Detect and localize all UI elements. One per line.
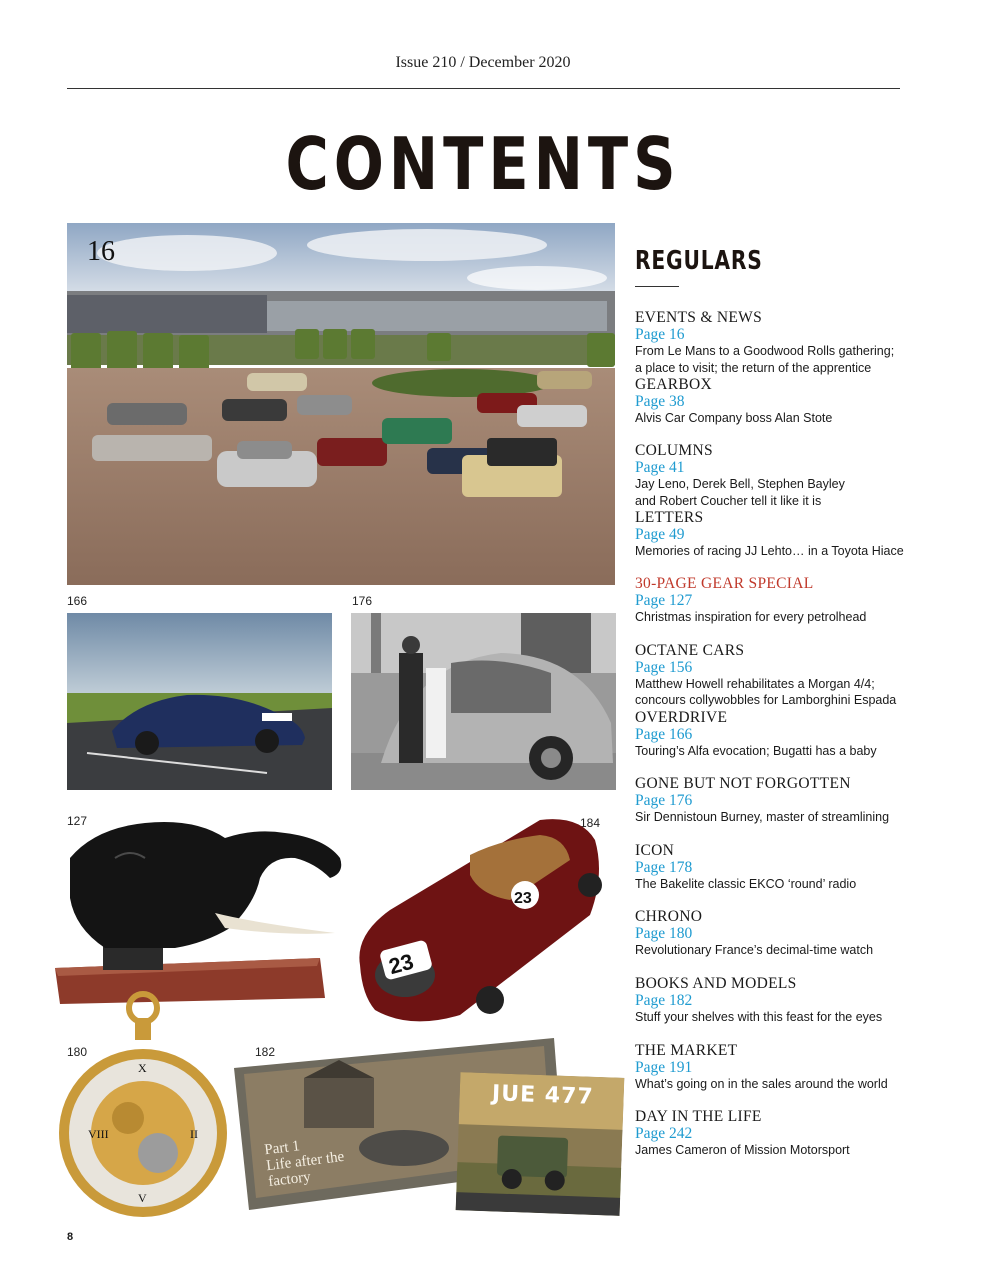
page-folio: 8 bbox=[67, 1231, 74, 1243]
svg-text:23: 23 bbox=[386, 948, 417, 980]
entry-description: a place to visit; the return of the apprentice bbox=[635, 360, 872, 375]
entry-description: Revolutionary France’s decimal-time watch bbox=[635, 943, 874, 958]
photo-porsche bbox=[67, 613, 332, 790]
entry-description: The Bakelite classic EKCO ‘round’ radio bbox=[635, 876, 857, 891]
entry-page-link[interactable]: Page 176 bbox=[635, 792, 693, 810]
issue-line: Issue 210 / December 2020 bbox=[395, 54, 571, 71]
page-title: CONTENTS bbox=[285, 122, 681, 206]
entry-description: and Robert Coucher tell it like it is bbox=[635, 493, 822, 508]
regulars-entry[interactable] bbox=[635, 975, 935, 1042]
photo-label-182: 182 bbox=[255, 1045, 276, 1059]
entry-page-link[interactable]: Page 166 bbox=[635, 725, 693, 743]
regulars-entry[interactable] bbox=[635, 1108, 935, 1175]
regulars-entry[interactable] bbox=[635, 842, 935, 909]
svg-text:23: 23 bbox=[514, 890, 532, 907]
entry-heading: 30-PAGE GEAR SPECIAL bbox=[635, 575, 814, 593]
photo-elephant-sculpture bbox=[55, 818, 355, 1004]
entry-page-link[interactable]: Page 182 bbox=[635, 991, 693, 1009]
entry-page-link[interactable]: Page 38 bbox=[635, 392, 685, 410]
photo-label-166: 166 bbox=[67, 594, 88, 608]
regulars-entry[interactable] bbox=[635, 709, 935, 776]
photo-label-184: 184 bbox=[580, 816, 601, 830]
entry-description: Alvis Car Company boss Alan Stote bbox=[635, 410, 833, 425]
header-rule bbox=[67, 88, 900, 89]
entry-description: Jay Leno, Derek Bell, Stephen Bayley bbox=[635, 477, 845, 492]
regulars-section bbox=[635, 246, 935, 1175]
entry-heading: OCTANE CARS bbox=[635, 641, 745, 659]
entry-heading: ICON bbox=[635, 841, 675, 859]
entry-heading: COLUMNS bbox=[635, 442, 713, 460]
photo-pocket-watch bbox=[58, 988, 228, 1223]
entry-description: Stuff your shelves with this feast for the eyes bbox=[635, 1009, 883, 1024]
entry-heading: DAY IN THE LIFE bbox=[635, 1108, 762, 1126]
entry-heading: BOOKS AND MODELS bbox=[635, 974, 797, 992]
entry-description: From Le Mans to a Goodwood Rolls gathering; bbox=[635, 344, 895, 358]
entry-page-link[interactable]: Page 16 bbox=[635, 326, 685, 343]
entry-heading: LETTERS bbox=[635, 508, 704, 526]
entry-heading: GONE BUT NOT FORGOTTEN bbox=[635, 775, 851, 793]
entry-description: Memories of racing JJ Lehto… in a Toyota Hiace bbox=[635, 543, 904, 558]
entry-description: Matthew Howell rehabilitates a Morgan 4/4; bbox=[635, 676, 875, 691]
svg-text:VIII: VIII bbox=[88, 1127, 109, 1141]
entry-page-link[interactable]: Page 191 bbox=[635, 1058, 693, 1076]
regulars-entry[interactable] bbox=[635, 642, 935, 709]
entry-heading: THE MARKET bbox=[635, 1041, 738, 1059]
entry-page-link[interactable]: Page 156 bbox=[635, 658, 693, 676]
regulars-entry[interactable] bbox=[635, 309, 935, 376]
regulars-title: REGULARS bbox=[635, 246, 763, 276]
photo-label-180: 180 bbox=[67, 1045, 88, 1059]
entry-heading: CHRONO bbox=[635, 908, 703, 926]
photo-ferrari-model bbox=[350, 815, 605, 1030]
regulars-entry[interactable] bbox=[635, 575, 935, 642]
svg-text:V: V bbox=[138, 1191, 147, 1205]
regulars-entry[interactable] bbox=[635, 1042, 935, 1109]
entry-page-link[interactable]: Page 49 bbox=[635, 525, 685, 543]
regulars-rule bbox=[635, 286, 679, 287]
entry-page-link[interactable]: Page 41 bbox=[635, 459, 685, 477]
book-title: JUE 477 bbox=[491, 1081, 595, 1110]
regulars-entry[interactable] bbox=[635, 908, 935, 975]
svg-text:X: X bbox=[138, 1061, 147, 1075]
regulars-entry[interactable] bbox=[635, 775, 935, 842]
entry-heading: OVERDRIVE bbox=[635, 708, 728, 726]
photo-burney-streamliner bbox=[351, 613, 616, 790]
entry-page-link[interactable]: Page 180 bbox=[635, 925, 693, 943]
regulars-entry[interactable] bbox=[635, 509, 935, 576]
entry-description: What’s going on in the sales around the world bbox=[635, 1076, 888, 1091]
entry-description: Sir Dennistoun Burney, master of streamlining bbox=[635, 810, 890, 825]
entry-page-link[interactable]: Page 127 bbox=[635, 592, 693, 610]
entry-heading: EVENTS & NEWS bbox=[635, 309, 763, 326]
regulars-entry[interactable] bbox=[635, 442, 935, 509]
entry-description: Touring’s Alfa evocation; Bugatti has a baby bbox=[635, 743, 877, 758]
svg-text:II: II bbox=[190, 1127, 198, 1141]
photo-rolls-gathering bbox=[67, 223, 615, 585]
photo-label-176: 176 bbox=[352, 594, 373, 608]
entry-page-link[interactable]: Page 242 bbox=[635, 1125, 693, 1143]
entry-description: concours collywobbles for Lamborghini Espada bbox=[635, 693, 897, 708]
book-cover-text: Part 1 Life after the factory bbox=[263, 1138, 346, 1191]
entry-description: Christmas inspiration for every petrolhead bbox=[635, 610, 867, 625]
regulars-list bbox=[635, 309, 935, 1175]
photo-number-main: 16 bbox=[87, 236, 115, 267]
entry-description: James Cameron of Mission Motorsport bbox=[635, 1143, 850, 1158]
entry-page-link[interactable]: Page 178 bbox=[635, 858, 693, 876]
photo-label-127: 127 bbox=[67, 814, 88, 828]
entry-heading: GEARBOX bbox=[635, 375, 713, 393]
regulars-entry[interactable] bbox=[635, 376, 935, 443]
